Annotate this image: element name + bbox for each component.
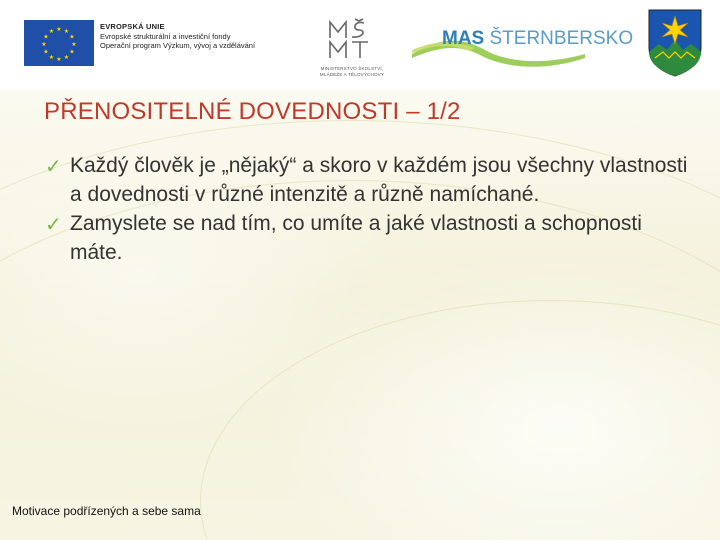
mas-wordmark: [442, 28, 633, 50]
eu-title: EVROPSKÁ UNIE: [100, 22, 165, 31]
msmt-mark-icon: [324, 18, 374, 62]
msmt-caption-line-1: MINISTERSTVO ŠKOLSTVÍ,: [320, 66, 384, 71]
svg-text:★: ★: [43, 48, 49, 56]
msmt-caption-line-2: MLÁDEŽE A TĚLOVÝCHOVY: [319, 72, 385, 77]
msmt-logo: [302, 18, 402, 77]
svg-text:★: ★: [48, 28, 55, 35]
eu-program-text: [100, 22, 300, 51]
slide-title: PŘENOSITELNÉ DOVEDNOSTI – 1/2: [44, 98, 461, 125]
mas-wordmark-rest: ŠTERNBERSKO: [484, 28, 634, 49]
mas-wordmark-bold: MAS: [442, 28, 485, 49]
footer-text: Motivace podřízených a sebe sama: [12, 504, 201, 518]
svg-text:★: ★: [69, 33, 75, 41]
bullet-text: Zamyslete se nad tím, co umíte a jaké vlastnosti a schopnosti máte.: [70, 212, 642, 264]
logo-bar: [0, 0, 720, 90]
svg-text:★: ★: [43, 33, 49, 41]
svg-text:★: ★: [63, 54, 70, 61]
svg-text:★: ★: [69, 48, 75, 56]
svg-text:★: ★: [56, 56, 62, 63]
eu-flag-icon: [24, 20, 94, 66]
svg-text:★: ★: [41, 41, 47, 48]
bullet-item: [45, 210, 695, 267]
mas-logo: [410, 20, 634, 70]
svg-text:★: ★: [48, 54, 55, 61]
bullet-item: [45, 152, 695, 209]
svg-text:★: ★: [71, 41, 77, 48]
eu-line-2: Operační program Výzkum, vývoj a vzdělávání: [100, 41, 256, 50]
svg-text:★: ★: [63, 28, 70, 35]
check-icon: ✓: [45, 154, 62, 178]
msmt-caption: [302, 66, 402, 78]
bullet-text: Každý člověk je „nějaký“ a skoro v každém jsou všechny vlastnosti a dovednosti v různé intenzitě a různě namíchané.: [70, 154, 688, 206]
star-mountain-shield-icon: [647, 8, 703, 78]
check-icon: ✓: [45, 212, 62, 236]
bullet-list: [45, 152, 695, 268]
svg-text:★: ★: [56, 26, 62, 33]
eu-line-1: Evropské strukturální a investiční fondy: [100, 31, 231, 41]
